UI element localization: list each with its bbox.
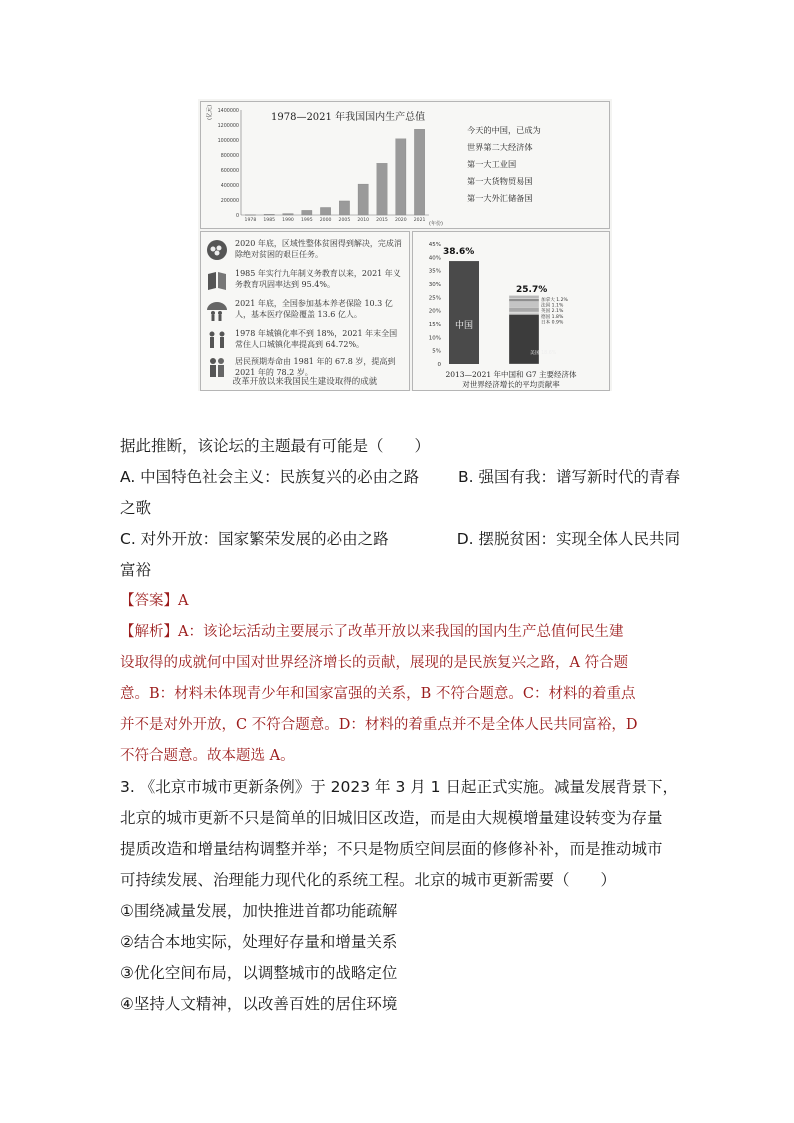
option-c: C. 对外开放：国家繁荣发展的必由之路 — [120, 530, 389, 548]
gdp-y-tick-label: 600000 — [220, 169, 239, 174]
g7-segment — [509, 312, 539, 314]
gdp-chart — [201, 102, 609, 228]
material-figure — [198, 99, 612, 391]
contribution-y-tick-label: 10% — [428, 335, 441, 342]
gdp-y-tick-label: 1400000 — [217, 109, 239, 114]
livelihood-item — [205, 268, 405, 296]
livelihood-text: 2020 年底，区域性整体贫困得到解决，完成消除绝对贫困的艰巨任务。 — [235, 239, 402, 259]
contribution-y-tick-label: 5% — [432, 348, 441, 355]
explanation-line: 【解析】A：该论坛活动主要展示了改革开放以来我国的国内生产总值何民生建 — [120, 624, 624, 640]
g7-segment — [509, 307, 539, 312]
question3-block — [120, 772, 680, 1020]
g7-segment — [509, 302, 539, 308]
option-d: D. 摆脱贫困：实现全体人民共同 — [456, 530, 680, 548]
g7-value-label: 25.7% — [516, 285, 548, 295]
livelihood-item — [205, 298, 405, 326]
gdp-side-text: 第一大外汇储备国 — [467, 193, 533, 203]
gdp-side-text: 第一大工业国 — [467, 159, 517, 169]
gdp-x-tick-label: 2010 — [357, 218, 370, 223]
gdp-x-tick-label: 2020 — [394, 218, 407, 223]
china-bar-label: 中国 — [455, 321, 474, 331]
contribution-y-tick-label: 0 — [437, 362, 441, 368]
question3-line: 北京的城市更新不只是简单的旧城旧区改造，而是由大规模增量建设转变为存量 — [120, 809, 663, 827]
gdp-bar — [358, 184, 368, 215]
livelihood-text: 1978 年城镇化率不到 18%，2021 年末全国常住人口城镇化率提高到 64.72%。 — [235, 329, 398, 349]
g7-legend-entry: 法国 1.1% — [541, 303, 564, 309]
livelihood-item — [205, 328, 405, 356]
question3-item: ②结合本地实际，处理好存量和增量关系 — [120, 933, 398, 951]
gdp-y-tick-label: 200000 — [220, 199, 239, 204]
family-icon — [205, 298, 229, 322]
gdp-y-unit: (亿元) — [207, 104, 213, 120]
option-b: B. 强国有我：谱写新时代的青春 — [458, 468, 680, 486]
gdp-x-tick-label: 2021 — [413, 218, 426, 223]
question2-stem: 据此推断，该论坛的主题最有可能是（ ） — [120, 437, 431, 455]
question3-item: ③优化空间布局，以调整城市的战略定位 — [120, 964, 398, 982]
explanation-line: 意。B：材料未体现青少年和国家富强的关系，B 不符合题意。C：材料的着重点 — [120, 686, 636, 702]
people-icon — [205, 328, 229, 352]
gdp-bar — [283, 214, 293, 215]
gdp-bar — [245, 215, 255, 216]
contribution-y-tick-label: 40% — [428, 255, 441, 262]
explanation-line: 设取得的成就何中国对世界经济增长的贡献，展现的是民族复兴之路，A 符合题 — [120, 655, 629, 671]
contribution-y-tick-label: 35% — [428, 268, 441, 275]
livelihood-text: 居民预期寿命由 1981 年的 67.8 岁，提高到 2021 年的 78.2 岁。 — [235, 357, 396, 377]
question3-line: 3. 《北京市城市更新条例》于 2023 年 3 月 1 日起正式实施。减量发展背景下， — [120, 778, 678, 796]
gdp-bar — [302, 210, 312, 215]
gdp-x-tick-label: 2005 — [338, 218, 351, 223]
gdp-chart-title: 1978—2021 年我国国内生产总值 — [271, 112, 426, 123]
g7-legend-entry: 德国 1.8% — [541, 314, 564, 320]
us-label: 美国 18.6% — [530, 351, 557, 356]
book-icon — [205, 268, 229, 292]
question3-line: 提质改造和增量结构调整并举；不只是物质空间层面的修修补补，而是推动城市 — [120, 840, 663, 858]
contribution-caption-line2: 对世界经济增长的平均贡献率 — [462, 380, 560, 389]
g7-legend-entry: 加拿大 1.2% — [541, 298, 568, 303]
explanation-line: 并不是对外开放，C 不符合题意。D：材料的着重点并不是全体人民共同富裕，D — [120, 717, 638, 733]
contribution-chart — [413, 232, 609, 390]
china-value-label: 38.6% — [443, 247, 475, 257]
option-b-continuation: 之歌 — [120, 499, 152, 517]
gdp-y-tick-label: 400000 — [220, 184, 239, 189]
gdp-x-tick-label: 1995 — [300, 218, 313, 223]
gdp-x-tick-label: 2000 — [319, 218, 332, 223]
gdp-bar — [377, 163, 387, 215]
contribution-chart-panel — [412, 231, 610, 391]
g7-legend-entry: 英国 2.1% — [541, 309, 564, 315]
gdp-y-tick-label: 0 — [235, 214, 239, 219]
poverty-icon — [205, 238, 229, 262]
gdp-bar — [414, 129, 424, 215]
gdp-y-tick-label: 800000 — [220, 154, 239, 159]
gdp-x-tick-label: 1990 — [282, 218, 294, 223]
gdp-x-tick-label: 2015 — [376, 218, 388, 223]
livelihood-text: 1985 年实行九年制义务教育以来，2021 年义务教育巩固率达到 95.4%。 — [235, 269, 401, 289]
gdp-y-tick-label: 1000000 — [217, 139, 239, 144]
contribution-y-tick-label: 30% — [428, 282, 441, 288]
g7-segment — [509, 295, 539, 298]
option-d-continuation: 富裕 — [120, 561, 152, 579]
explanation-line: 不符合题意。故本题选 A。 — [120, 748, 295, 764]
gdp-x-tick-label: 1978 — [244, 218, 257, 223]
gdp-bar — [396, 139, 406, 215]
gdp-side-text: 第一大货物贸易国 — [467, 176, 533, 186]
gdp-side-text: 今天的中国，已成为 — [467, 125, 541, 135]
options-row-cd — [120, 524, 680, 555]
livelihood-panel — [200, 231, 410, 391]
answer-block — [120, 586, 680, 772]
options-row-ab — [120, 462, 680, 493]
g7-segment — [509, 314, 539, 364]
question3-item: ④坚持人文精神，以改善百姓的居住环境 — [120, 995, 398, 1013]
livelihood-item — [205, 238, 405, 266]
answer-label: 【答案】A — [120, 593, 189, 609]
gdp-bar — [264, 214, 274, 215]
gdp-y-tick-label: 1200000 — [217, 124, 239, 129]
contribution-caption-line1: 2013—2021 年中国和 G7 主要经济体 — [445, 370, 577, 379]
livelihood-caption: 改革开放以来我国民生建设取得的成就 — [232, 377, 378, 387]
contribution-y-tick-label: 45% — [428, 242, 441, 248]
gdp-side-text: 世界第二大经济体 — [467, 142, 533, 152]
question3-line: 可持续发展、治理能力现代化的系统工程。北京的城市更新需要（ ） — [120, 871, 617, 889]
g7-segment — [509, 299, 539, 302]
g7-legend-entry: 日本 0.9% — [541, 320, 564, 326]
livelihood-text: 2021 年底，全国参加基本养老保险 10.3 亿人，基本医疗保险覆盖 13.6 亿人。 — [235, 299, 393, 319]
gdp-bar — [339, 201, 349, 215]
gdp-chart-panel — [200, 101, 610, 229]
china-bar — [449, 261, 479, 364]
contribution-y-tick-label: 15% — [428, 322, 441, 328]
contribution-y-tick-label: 20% — [428, 308, 441, 315]
option-a: A. 中国特色社会主义：民族复兴的必由之路 — [120, 468, 420, 486]
contribution-y-tick-label: 25% — [428, 295, 441, 302]
gdp-x-unit: (年份) — [429, 221, 443, 227]
question2-block — [120, 431, 680, 586]
gdp-x-tick-label: 1985 — [263, 218, 276, 223]
gdp-bar — [320, 207, 330, 215]
question3-item: ①围绕减量发展，加快推进首都功能疏解 — [120, 902, 398, 920]
